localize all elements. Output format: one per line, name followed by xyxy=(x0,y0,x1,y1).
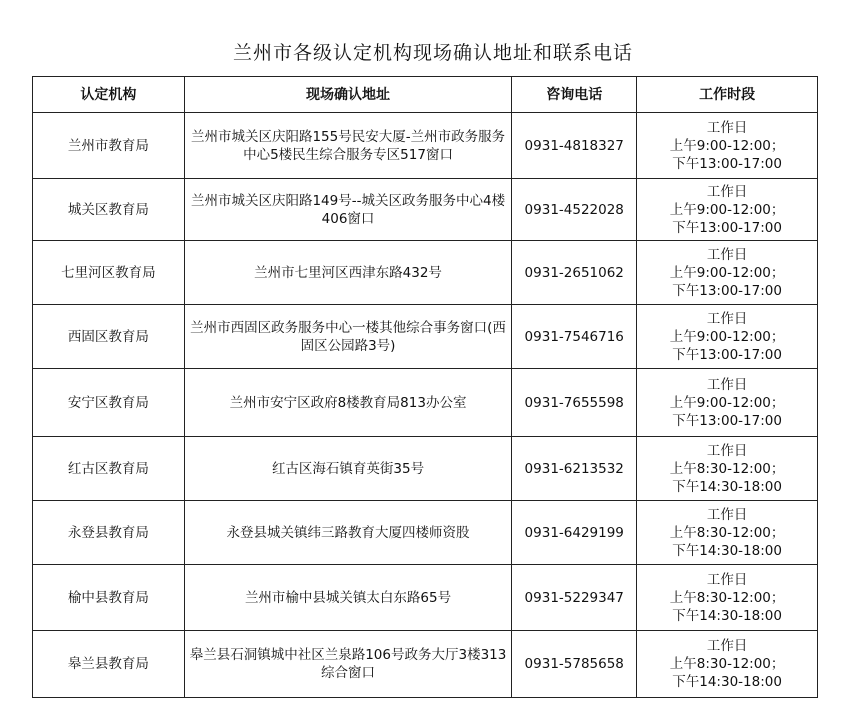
table-row xyxy=(33,305,818,369)
table-row xyxy=(33,501,818,565)
org-cell: 七里河区教育局 xyxy=(33,241,185,305)
phone-cell: 0931-4522028 xyxy=(512,179,637,241)
org-cell: 兰州市教育局 xyxy=(33,113,185,179)
hours-cell xyxy=(637,501,818,565)
org-cell: 永登县教育局 xyxy=(33,501,185,565)
hours-cell xyxy=(637,437,818,501)
hours-line: 下午13:00-17:00 xyxy=(672,412,782,429)
hours-cell xyxy=(637,631,818,698)
hours-line: 上午9:00-12:00； xyxy=(669,137,785,154)
address-cell: 兰州市城关区庆阳路155号民安大厦-兰州市政务服务中心5楼民生综合服务专区517窗口 xyxy=(184,113,512,179)
hours-line: 工作日 xyxy=(706,183,748,200)
hours-line: 上午8:30-12:00； xyxy=(669,656,785,672)
hours-line: 下午14:30-18:00 xyxy=(672,478,782,495)
address-cell: 红古区海石镇育英街35号 xyxy=(184,437,512,501)
address-cell: 兰州市安宁区政府8楼教育局813办公室 xyxy=(184,369,512,437)
table-row xyxy=(33,631,818,698)
hours-line: 工作日 xyxy=(706,376,748,393)
hours-line: 上午9:00-12:00； xyxy=(669,264,785,281)
phone-cell: 0931-6213532 xyxy=(512,437,637,501)
hours-line: 下午13:00-17:00 xyxy=(672,346,782,363)
hours-cell xyxy=(637,369,818,437)
hours-line: 工作日 xyxy=(706,442,748,459)
header-address: 现场确认地址 xyxy=(184,77,512,113)
hours-cell xyxy=(637,305,818,369)
page-title: 兰州市各级认定机构现场确认地址和联系电话 xyxy=(232,42,633,64)
phone-cell: 0931-7655598 xyxy=(512,369,637,437)
hours-line: 上午8:30-12:00； xyxy=(669,589,785,606)
address-cell: 兰州市榆中县城关镇太白东路65号 xyxy=(184,565,512,631)
org-cell: 安宁区教育局 xyxy=(33,369,185,437)
header-org: 认定机构 xyxy=(33,77,185,113)
org-cell: 城关区教育局 xyxy=(33,179,185,241)
header-phone: 咨询电话 xyxy=(512,77,637,113)
hours-line: 工作日 xyxy=(706,638,748,654)
hours-line: 下午13:00-17:00 xyxy=(672,282,782,299)
hours-line: 工作日 xyxy=(706,119,748,136)
phone-cell: 0931-6429199 xyxy=(512,501,637,565)
phone-cell: 0931-2651062 xyxy=(512,241,637,305)
address-cell: 永登县城关镇纬三路教育大厦四楼师资股 xyxy=(184,501,512,565)
table-row xyxy=(33,179,818,241)
hours-line: 工作日 xyxy=(706,571,748,588)
hours-line: 下午13:00-17:00 xyxy=(672,155,782,172)
address-cell: 兰州市西固区政务服务中心一楼其他综合事务窗口(西固区公园路3号) xyxy=(184,305,512,369)
phone-cell: 0931-7546716 xyxy=(512,305,637,369)
org-cell: 榆中县教育局 xyxy=(33,565,185,631)
hours-cell xyxy=(637,179,818,241)
phone-cell: 0931-4818327 xyxy=(512,113,637,179)
address-cell: 皋兰县石洞镇城中社区兰泉路106号政务大厅3楼313综合窗口 xyxy=(184,631,512,698)
hours-line: 上午8:30-12:00； xyxy=(669,460,785,477)
hours-line: 下午14:30-18:00 xyxy=(672,607,782,624)
hours-line: 下午14:30-18:00 xyxy=(672,674,782,690)
table-row xyxy=(33,241,818,305)
hours-line: 上午9:00-12:00； xyxy=(669,394,785,411)
hours-line: 上午9:00-12:00； xyxy=(669,328,785,345)
contact-table xyxy=(32,76,818,698)
hours-line: 工作日 xyxy=(706,246,748,263)
org-cell: 西固区教育局 xyxy=(33,305,185,369)
table-header-row xyxy=(33,77,818,113)
hours-line: 下午14:30-18:00 xyxy=(672,542,782,559)
header-hours: 工作时段 xyxy=(637,77,818,113)
hours-line: 上午9:00-12:00； xyxy=(669,201,785,218)
hours-cell xyxy=(637,565,818,631)
hours-cell xyxy=(637,241,818,305)
org-cell: 红古区教育局 xyxy=(33,437,185,501)
phone-cell: 0931-5785658 xyxy=(512,631,637,698)
org-cell: 皋兰县教育局 xyxy=(33,631,185,698)
table-row xyxy=(33,113,818,179)
hours-cell xyxy=(637,113,818,179)
hours-line: 工作日 xyxy=(706,506,748,523)
hours-line: 上午8:30-12:00； xyxy=(669,524,785,541)
phone-cell: 0931-5229347 xyxy=(512,565,637,631)
address-cell: 兰州市七里河区西津东路432号 xyxy=(184,241,512,305)
table-row xyxy=(33,565,818,631)
hours-line: 工作日 xyxy=(706,310,748,327)
table-row xyxy=(33,437,818,501)
hours-line: 下午13:00-17:00 xyxy=(672,219,782,236)
address-cell: 兰州市城关区庆阳路149号--城关区政务服务中心4楼406窗口 xyxy=(184,179,512,241)
table-row xyxy=(33,369,818,437)
